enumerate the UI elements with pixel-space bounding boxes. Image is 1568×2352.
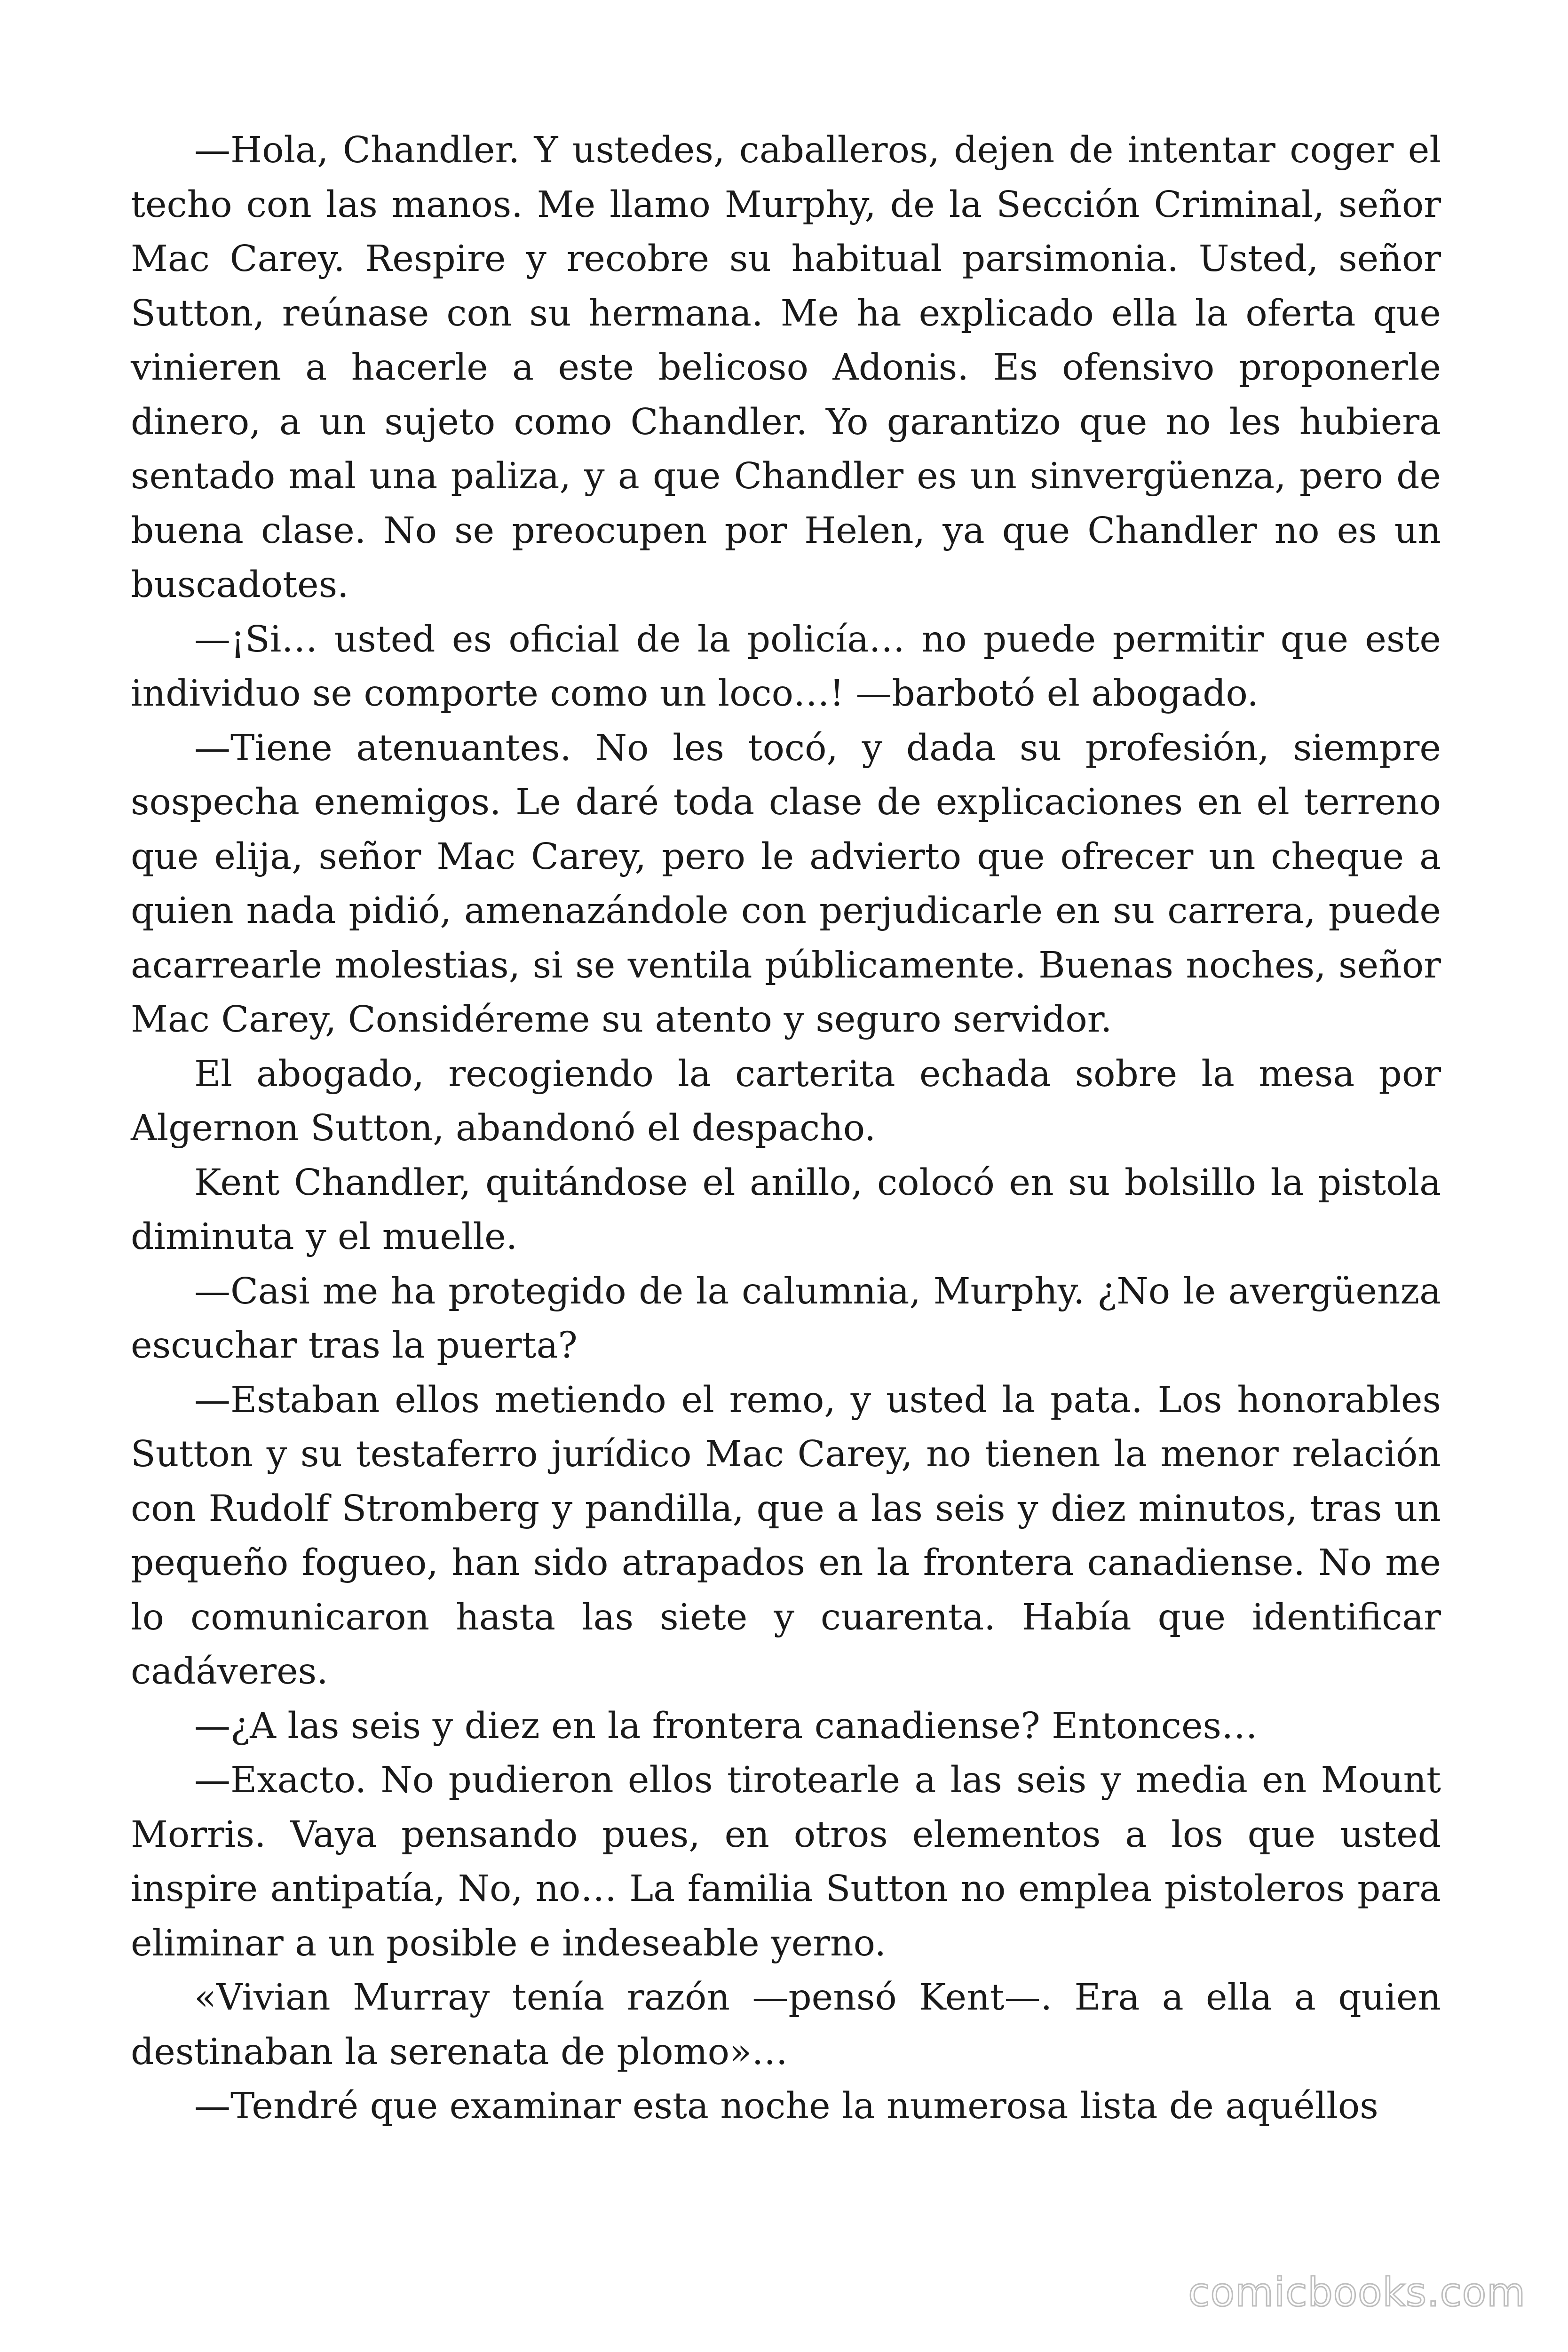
paragraph-9: —Exacto. No pudieron ellos tirotearle a las seis y media en Mount Morris. Vaya pensando pues, en otros elementos a los que usted inspire antipatía, No, no… La familia Sutton no emplea pistoleros para eliminar a un posible e indeseable yerno. <box>131 1759 1441 1964</box>
paragraph-3: —Tiene atenuantes. No les tocó, y dada su profesión, siempre sospecha enemigos. Le daré toda clase de explicaciones en el terreno que elija, señor Mac Carey, pero le advierto que ofrecer un cheque a quien nada pidió, amenazándole con perjudicarle en su carrera, puede acarrearle molestias, si se ventila públicamente. Buenas noches, señor Mac Carey, Considéreme su atento y seguro servidor. <box>131 727 1441 1041</box>
paragraph-1: —Hola, Chandler. Y ustedes, caballeros, dejen de intentar coger el techo con las manos. Me llamo Murphy, de la Sección Criminal, señor Mac Carey. Respire y recobre su habitual parsimonia. Usted, señor Sutton, reúnase con su hermana. Me ha explicado ella la oferta que vinieren a hacerle a este belicoso Adonis. Es ofensivo proponerle dinero, a un sujeto como Chandler. Yo garantizo que no les hubiera sentado mal una paliza, y a que Chandler es un sinvergüenza, pero de buena clase. No se preocupen por Helen, ya que Chandler no es un buscadotes. <box>131 129 1441 606</box>
paragraph-7: —Estaban ellos metiendo el remo, y usted la pata. Los honorables Sutton y su testaferro jurídico Mac Carey, no tienen la menor relación con Rudolf Stromberg y pandilla, que a las seis y diez minutos, tras un pequeño fogueo, han sido atrapados en la frontera canadiense. No me lo comunicaron hasta las siete y cuarenta. Había que identificar cadáveres. <box>131 1379 1441 1692</box>
paragraph-11: —Tendré que examinar esta noche la numerosa lista de aquéllos <box>194 2085 1378 2127</box>
watermark-logo: comicbooks.com <box>1188 2269 1526 2315</box>
paragraph-6: —Casi me ha protegido de la calumnia, Murphy. ¿No le avergüenza escuchar tras la puerta? <box>131 1270 1441 1367</box>
paragraph-10: «Vivian Murray tenía razón —pensó Kent—. Era a ella a quien destinaban la serenata de plomo»… <box>131 1977 1441 2073</box>
paragraph-8: —¿A las seis y diez en la frontera canadiense? Entonces… <box>194 1705 1258 1747</box>
paragraph-4: El abogado, recogiendo la carterita echada sobre la mesa por Algernon Sutton, abandonó el despacho. <box>131 1053 1441 1149</box>
page-body <box>131 123 1441 2134</box>
paragraph-5: Kent Chandler, quitándose el anillo, colocó en su bolsillo la pistola diminuta y el muelle. <box>131 1161 1441 1258</box>
paragraph-2: —¡Si… usted es oficial de la policía… no puede permitir que este individuo se comporte como un loco…! —barbotó el abogado. <box>131 618 1441 715</box>
